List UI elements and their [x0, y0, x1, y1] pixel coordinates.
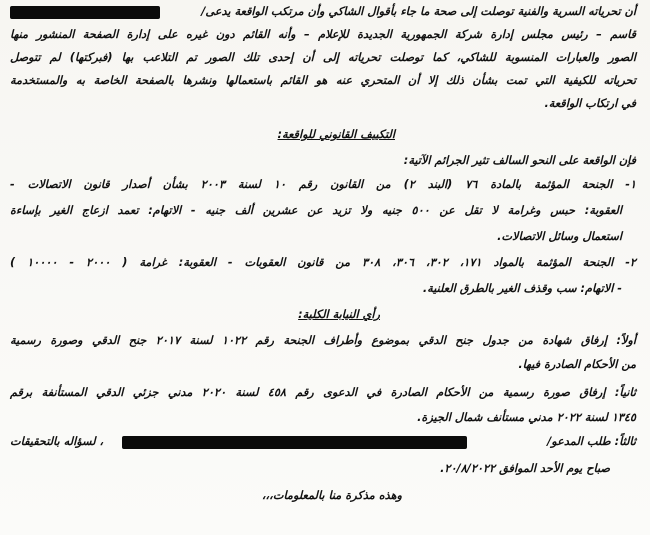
- text-line-13: من الأحكام الصادرة فيها.: [518, 358, 636, 371]
- text-line-17: صباح يوم الأحد الموافق ٢٠/٨/٢٠٢٢.: [440, 462, 610, 475]
- section-heading-opinion: رأي النيابة الكلية:: [298, 308, 380, 321]
- text-line-8: العقوبة: حبس وغرامة لا تقل عن ٥٠٠ جنيه ولا تزيد عن عشرين ألف جنيه - الاتهام: تعمد ازعاج الغير بإساءة: [10, 204, 623, 217]
- text-line-6: فإن الواقعة على النحو السالف تثير الجرائم الآتية:: [403, 154, 636, 167]
- text-line-4: تحرياته للكيفية التي تمت بشأن ذلك إلا أن المتحري عنه هو القائم باستعمالها ونشرها بالصفحة الخاصة به والمستخدمة: [10, 74, 636, 87]
- text-line-10: ٢- الجنحة المؤثمة بالمواد ١٧١، ٣٠٢، ٣٠٦، ٣٠٨ من قانون العقوبات - العقوبة: غرامة ( ٢٠٠٠ - ١٠٠٠٠ ): [10, 256, 636, 269]
- section-heading-legal: التكييف القانوني للواقعة:: [277, 128, 395, 141]
- text-line-14: ثانياً: إرفاق صورة رسمية من الأحكام الصادرة في الدعوى رقم ٤٥٨ لسنة ٢٠٢٠ مدني جزئي الدقي المستأنفة برقم: [10, 386, 636, 399]
- text-line-1: أن تحرياته السرية والفنية توصلت إلى صحة ما جاء بأقوال الشاكي وأن مرتكب الواقعة يدعى/: [201, 5, 636, 18]
- text-line-7: ١- الجنحة المؤثمة بالمادة ٧٦ (البند ٢) من القانون رقم ١٠ لسنة ٢٠٠٣ بشأن أصدار قانون الاتصالات -: [10, 178, 637, 191]
- redaction-bar-1: [10, 6, 160, 19]
- text-line-16-end: ، لسؤاله بالتحقيقات: [10, 435, 104, 448]
- text-line-15: ١٣٤٥ لسنة ٢٠٢٢ مدني مستأنف شمال الجيزة.: [417, 411, 636, 424]
- text-line-11: - الاتهام: سب وقذف الغير بالطرق العلنية.: [422, 282, 622, 295]
- text-line-16-start: ثالثاً: طلب المدعو/: [547, 435, 636, 448]
- text-line-9: استعمال وسائل الاتصالات.: [497, 230, 622, 243]
- text-line-3: الصور والعبارات المنسوبة للشاكي، كما توصلت تحرياته إلى أن إحدى تلك الصور تم التلاعب بها (فبركتها) لم تتوصل: [10, 51, 636, 64]
- closing-line: وهذه مذكرة منا بالمعلومات،،،: [261, 489, 402, 502]
- text-line-12: أولاً: إرفاق شهادة من جدول جنح الدقي بموضوع وأطراف الجنحة رقم ١٠٢٢ لسنة ٢٠١٧ جنح الدقي وصورة رسمية: [10, 334, 636, 347]
- text-line-5: في ارتكاب الواقعة.: [544, 97, 636, 110]
- text-line-2: قاسم – رئيس مجلس إدارة شركة الجمهورية الجديدة للإعلام – وأنه القائم دون غيره على إدارة الصفحة المنشور منها: [10, 28, 636, 41]
- redaction-bar-2: [122, 436, 467, 449]
